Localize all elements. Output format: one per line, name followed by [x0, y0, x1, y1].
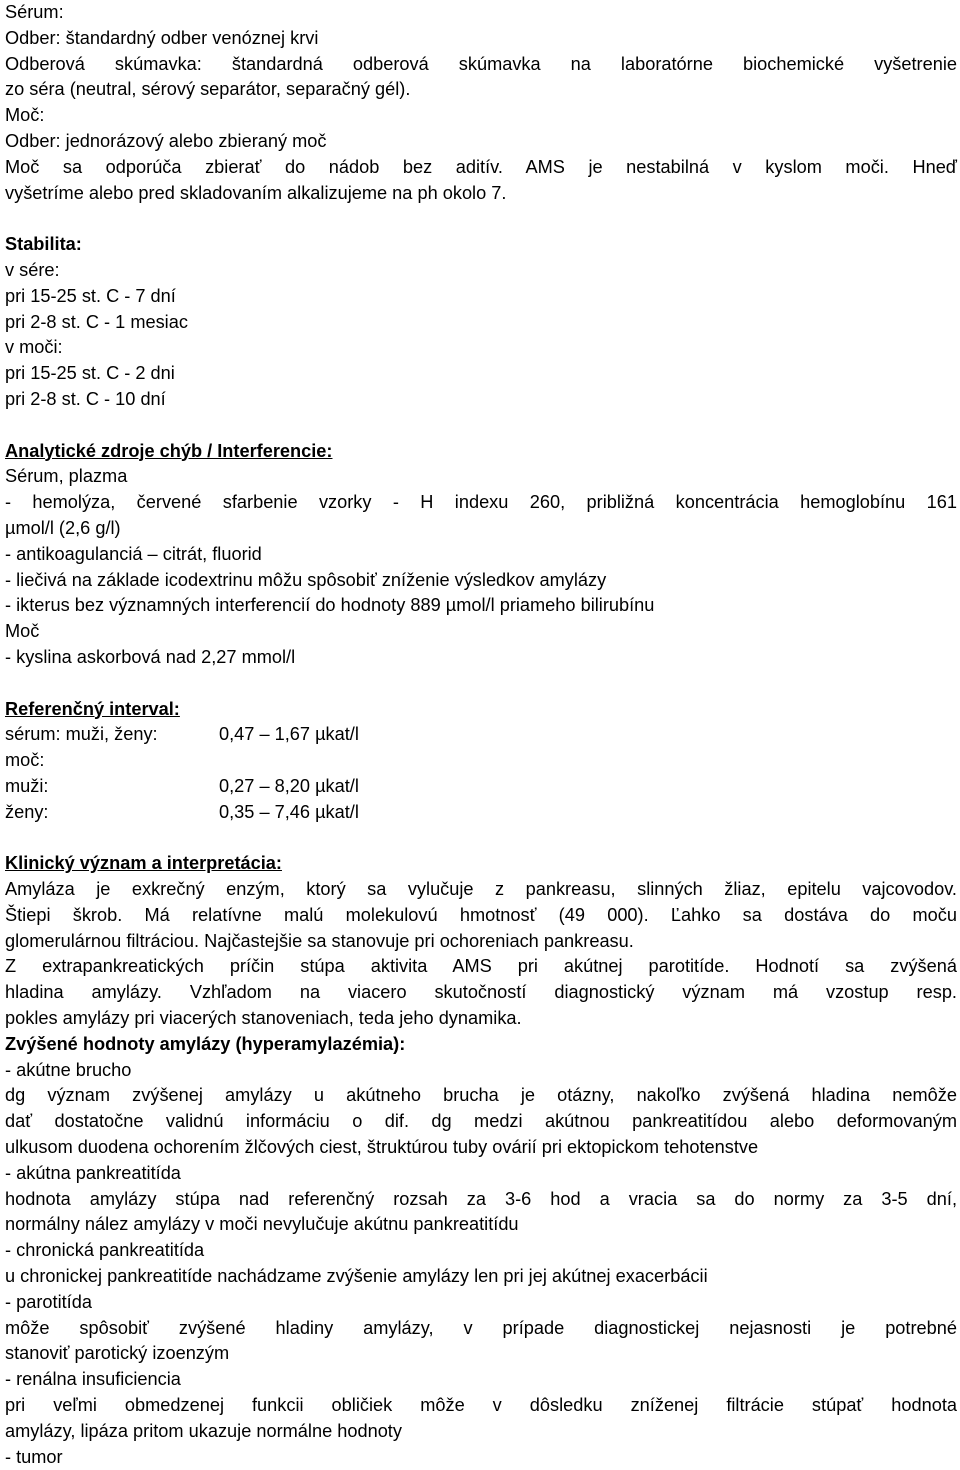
clinical-line: hladina amylázy. Vzhľadom na viacero skutočností diagnostický význam má vzostup resp.: [5, 982, 957, 1003]
serum-line: Odber: štandardný odber venóznej krvi: [5, 27, 319, 48]
interference-line: - kyslina askorbová nad 2,27 mmol/l: [5, 646, 296, 667]
clinical-heading: Klinický význam a interpretácia:: [5, 853, 282, 874]
stability-heading: Stabilita:: [5, 234, 82, 255]
reference-row: [5, 800, 957, 826]
interference-line: - antikoagulanciá – citrát, fluorid: [5, 543, 262, 564]
clinical-item: - akútna pankreatitída: [5, 1162, 181, 1183]
clinical-item: - chronická pankreatitída: [5, 1240, 205, 1261]
reference-label: moč:: [5, 750, 45, 771]
clinical-item: normálny nález amylázy v moči nevylučuje akútnu pankreatitídu: [5, 1214, 519, 1235]
document-page: [5, 0, 957, 1470]
reference-heading: Referenčný interval:: [5, 698, 180, 719]
urine-title: Moč:: [5, 105, 45, 126]
stability-line: pri 2-8 st. C - 1 mesiac: [5, 311, 188, 332]
reference-row: [5, 722, 957, 748]
interference-line: - liečivá na základe icodextrinu môžu spôsobiť zníženie výsledkov amylázy: [5, 569, 607, 590]
reference-row: [5, 748, 957, 774]
stability-line: pri 2-8 st. C - 10 dní: [5, 388, 166, 409]
clinical-line: Amyláza je exkrečný enzým, ktorý sa vylučuje z pankreasu, slinných žliaz, epitelu vajcovodov.: [5, 879, 957, 900]
clinical-item: - tumor: [5, 1446, 63, 1467]
stability-line: pri 15-25 st. C - 7 dní: [5, 285, 176, 306]
stability-urine-label: v moči:: [5, 337, 63, 358]
reference-value: 0,47 – 1,67 µkat/l: [219, 724, 359, 745]
clinical-item: - akútne brucho: [5, 1059, 132, 1080]
reference-value: 0,35 – 7,46 µkat/l: [219, 801, 359, 822]
interference-line: µmol/l (2,6 g/l): [5, 517, 121, 538]
clinical-item: u chronickej pankreatitíde nachádzame zvýšenie amylázy len pri jej akútnej exacerbácii: [5, 1266, 708, 1287]
clinical-item: dať dostatočne validnú informáciu o dif. dg medzi akútnou pankreatitídou alebo deformovaným: [5, 1111, 957, 1132]
spacer: [5, 826, 957, 852]
interference-serum-label: Sérum, plazma: [5, 466, 128, 487]
clinical-line: pokles amylázy pri viacerých stanoveniach, teda jeho dynamika.: [5, 1008, 522, 1029]
clinical-item: - renálna insuficiencia: [5, 1369, 181, 1390]
spacer: [5, 413, 957, 439]
clinical-item: dg význam zvýšenej amylázy u akútneho brucha je otázny, nakoľko zvýšená hladina nemôže: [5, 1085, 957, 1106]
stability-serum-label: v sére:: [5, 259, 60, 280]
clinical-subheading: Zvýšené hodnoty amylázy (hyperamylazémia):: [5, 1033, 406, 1054]
clinical-line: Štiepi škrob. Má relatívne malú molekulovú hmotnosť (49 000). Ľahko sa dostáva do moču: [5, 904, 957, 925]
clinical-item: amylázy, lipáza pritom ukazuje normálne hodnoty: [5, 1420, 402, 1441]
stability-line: pri 15-25 st. C - 2 dni: [5, 363, 175, 384]
reference-label: muži:: [5, 775, 49, 796]
interference-line: - ikterus bez významných interferencií do hodnoty 889 µmol/l priameho bilirubínu: [5, 595, 655, 616]
clinical-line: Z extrapankreatických príčin stúpa aktivita AMS pri akútnej parotitíde. Hodnotí sa zvýšená: [5, 956, 957, 977]
serum-title: Sérum:: [5, 2, 64, 22]
clinical-item: ulkusom duodena ochorením žlčových ciest, štruktúrou tuby ovárií pri ektopickom tehotenstve: [5, 1137, 759, 1158]
clinical-line: glomerulárnou filtráciou. Najčastejšie sa stanovuje pri ochoreniach pankreasu.: [5, 930, 634, 951]
clinical-item: môže spôsobiť zvýšené hladiny amylázy, v prípade diagnostickej nejasnosti je potrebné: [5, 1317, 957, 1338]
serum-line: Odberová skúmavka: štandardná odberová skúmavka na laboratórne biochemické vyšetrenie: [5, 53, 957, 74]
clinical-item: pri veľmi obmedzenej funkcii obličiek môže v dôsledku zníženej filtrácie stúpať hodnota: [5, 1395, 957, 1416]
clinical-item: hodnota amylázy stúpa nad referenčný rozsah za 3-6 hod a vracia sa do normy za 3-5 dní,: [5, 1188, 957, 1209]
interference-line: - hemolýza, červené sfarbenie vzorky - H indexu 260, približná koncentrácia hemoglobínu 161: [5, 492, 957, 513]
clinical-item: - parotitída: [5, 1291, 92, 1312]
urine-line: Odber: jednorázový alebo zbieraný moč: [5, 130, 327, 151]
reference-label: ženy:: [5, 801, 49, 822]
reference-value: 0,27 – 8,20 µkat/l: [219, 775, 359, 796]
interference-heading: Analytické zdroje chýb / Interferencie:: [5, 440, 333, 461]
urine-line: vyšetríme alebo pred skladovaním alkalizujeme na ph okolo 7.: [5, 182, 507, 203]
reference-row: [5, 774, 957, 800]
spacer: [5, 671, 957, 697]
clinical-item: stanoviť parotický izoenzým: [5, 1343, 230, 1364]
spacer: [5, 206, 957, 232]
reference-label: sérum: muži, ženy:: [5, 724, 158, 745]
serum-line: zo séra (neutral, sérový separátor, separačný gél).: [5, 79, 411, 100]
interference-urine-label: Moč: [5, 621, 40, 642]
urine-line: Moč sa odporúča zbierať do nádob bez aditív. AMS je nestabilná v kyslom moči. Hneď: [5, 156, 957, 177]
